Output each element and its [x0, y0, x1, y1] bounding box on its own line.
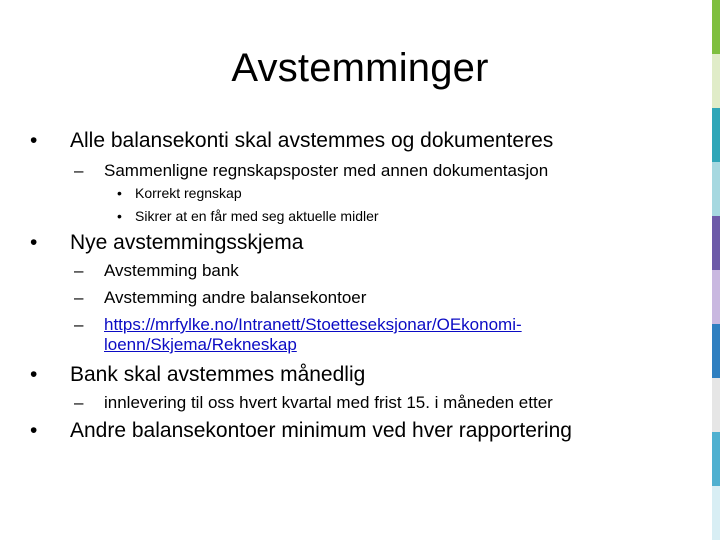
bullet-level1: •: [30, 419, 38, 442]
side-band-segment: [712, 108, 720, 162]
slide-title: Avstemminger: [231, 46, 489, 90]
bullet-text: Bank skal avstemmes månedlig: [70, 363, 366, 386]
bullet-level3: •: [117, 208, 122, 224]
side-band-segment: [712, 54, 720, 108]
bullet-level2: –: [74, 315, 84, 334]
sub-sub-bullet-text: Sikrer at en får med seg aktuelle midler: [135, 208, 379, 224]
side-band-segment: [712, 432, 720, 486]
side-band-segment: [712, 162, 720, 216]
sub-bullet-text: innlevering til oss hvert kvartal med frist 15. i måneden etter: [104, 393, 553, 412]
bullet-level2: –: [74, 288, 84, 307]
side-band-segment: [712, 486, 720, 540]
sub-bullet-text: Sammenligne regnskapsposter med annen dokumentasjon: [104, 161, 549, 180]
sub-sub-bullet-text: Korrekt regnskap: [135, 185, 242, 201]
bullet-text: Alle balansekonti skal avstemmes og dokumenteres: [70, 129, 554, 152]
sub-bullet-text: Avstemming bank: [104, 261, 239, 280]
side-band-segment: [712, 0, 720, 54]
side-band-segment: [712, 270, 720, 324]
bullet-level2: –: [74, 261, 84, 280]
bullet-level1: •: [30, 129, 38, 152]
bullet-text: Nye avstemmingsskjema: [70, 231, 304, 254]
side-band-segment: [712, 216, 720, 270]
bullet-level3: •: [117, 185, 122, 201]
intranet-link[interactable]: https://mrfylke.no/Intranett/Stoetteseksjonar/OEkonomi-: [104, 315, 522, 334]
sub-bullet-text: Avstemming andre balansekontoer: [104, 288, 367, 307]
bullet-level1: •: [30, 231, 38, 254]
bullet-level1: •: [30, 363, 38, 386]
bullet-level2: –: [74, 393, 84, 412]
side-band-segment: [712, 378, 720, 432]
side-band-segment: [712, 324, 720, 378]
intranet-link-continued[interactable]: loenn/Skjema/Rekneskap: [104, 335, 297, 354]
bullet-text: Andre balansekontoer minimum ved hver rapportering: [70, 419, 572, 442]
bullet-level2: –: [74, 161, 84, 180]
